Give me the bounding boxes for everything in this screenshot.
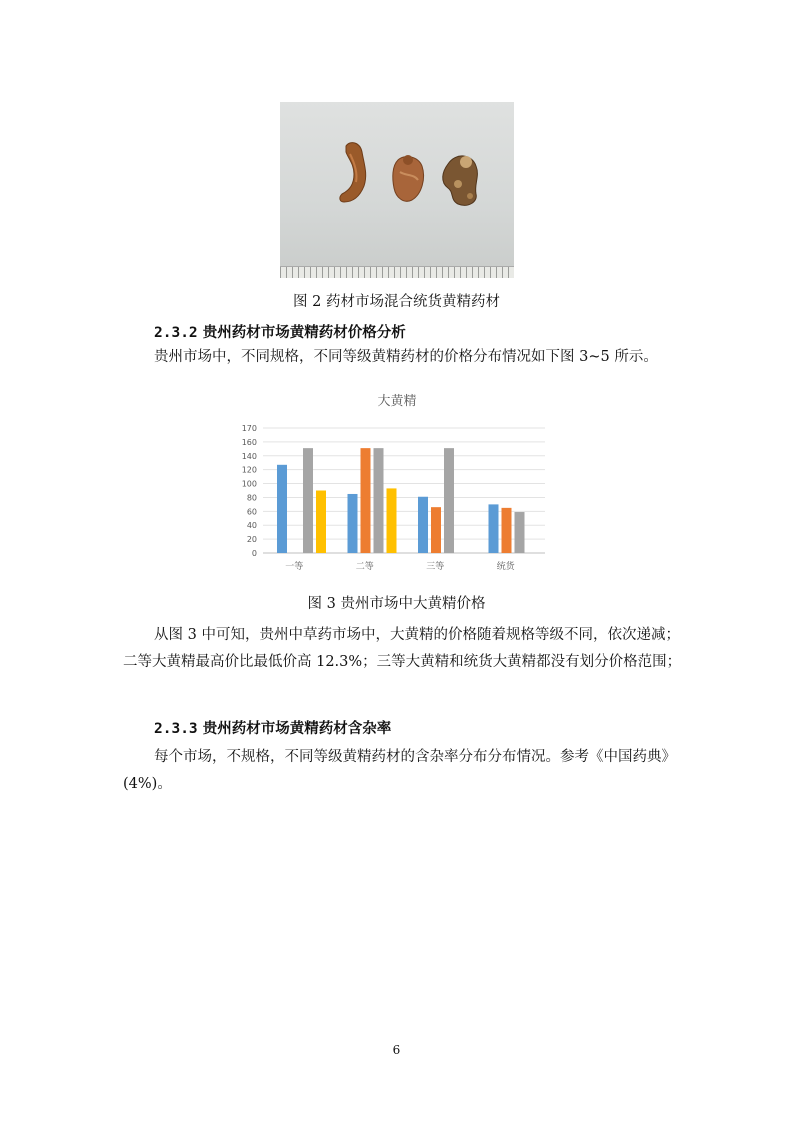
bar-series2-3 — [502, 508, 512, 553]
chart-bars — [277, 448, 525, 553]
bar-series4-1 — [387, 488, 397, 553]
rhizome-illustration — [280, 102, 514, 278]
bar-series3-0 — [303, 448, 313, 553]
bar-series1-1 — [348, 494, 358, 553]
y-tick-label: 120 — [241, 465, 257, 475]
y-tick-label: 140 — [241, 451, 257, 461]
y-tick-label: 80 — [246, 493, 257, 503]
section-2-3-2-heading — [154, 321, 406, 342]
chart-x-ticks — [285, 560, 516, 572]
figure-2-caption: 图 2 药材市场混合统货黄精药材 — [293, 294, 500, 310]
section-title: 贵州药材市场黄精药材价格分析 — [202, 324, 406, 341]
x-tick-label: 统货 — [496, 562, 515, 572]
x-tick-label: 一等 — [285, 562, 304, 572]
y-tick-label: 40 — [246, 521, 257, 531]
section-2-3-3-heading — [154, 717, 391, 738]
x-tick-label: 三等 — [426, 562, 445, 572]
bar-series2-2 — [431, 507, 441, 553]
bar-series3-3 — [515, 512, 525, 553]
section-number: 2.3.2 — [154, 325, 198, 341]
bar-series1-0 — [277, 465, 287, 553]
section-number: 2.3.3 — [154, 721, 198, 737]
bar-series2-1 — [361, 448, 371, 553]
y-tick-label: 60 — [246, 507, 257, 517]
ruler — [280, 266, 514, 278]
y-tick-label: 0 — [251, 549, 257, 558]
section-title: 贵州药材市场黄精药材含杂率 — [202, 720, 392, 737]
section-2-3-2-intro: 贵州市场中，不同规格，不同等级黄精药材的价格分布情况如下图 3~5 所示。 — [154, 349, 658, 365]
y-tick-label: 160 — [241, 437, 257, 447]
bar-series4-0 — [316, 491, 326, 554]
bar-series1-3 — [489, 504, 499, 553]
bar-series1-2 — [418, 497, 428, 553]
y-tick-label: 20 — [246, 535, 257, 545]
figure-3-caption: 图 3 贵州市场中大黄精价格 — [307, 596, 486, 612]
x-tick-label: 二等 — [355, 562, 374, 572]
bar-series3-2 — [444, 448, 454, 553]
figure-3-chart — [235, 383, 556, 580]
y-tick-label: 100 — [241, 479, 257, 489]
bar-chart — [235, 383, 556, 580]
chart-y-ticks — [242, 424, 257, 558]
chart-title: 大黄精 — [377, 394, 417, 409]
y-tick-label: 170 — [241, 424, 257, 433]
section-2-3-3-paragraph: 每个市场，不规格，不同等级黄精药材的含杂率分布分布情况。参考《中国药典》(4%)。 — [123, 749, 676, 792]
figure-2-photo — [280, 102, 514, 278]
bar-series3-1 — [374, 448, 384, 553]
page-number: 6 — [392, 1043, 401, 1057]
analysis-paragraph: 从图 3 中可知，贵州中草药市场中，大黄精的价格随着规格等级不同，依次递减；二等大黄精最高价比最低价高 12.3%；三等大黄精和统货大黄精都没有划分价格范围； — [123, 627, 682, 670]
